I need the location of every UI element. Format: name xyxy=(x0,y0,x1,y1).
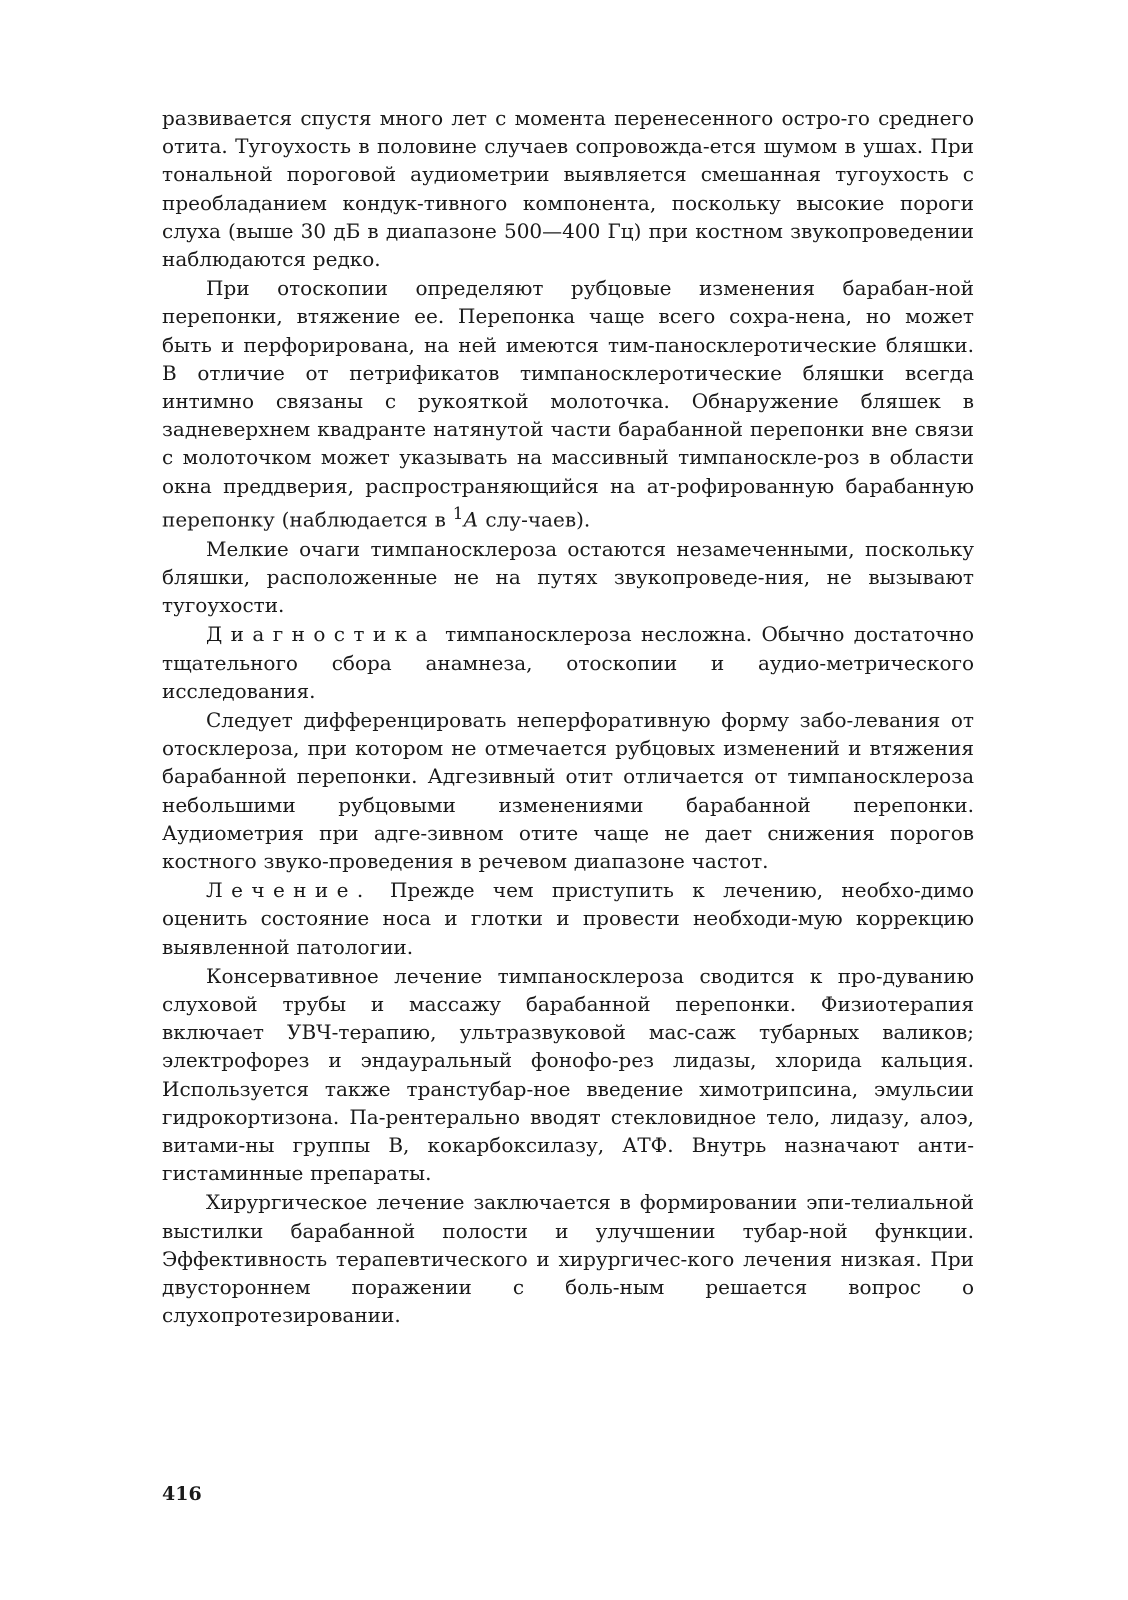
paragraph-otoscopy xyxy=(162,274,974,533)
page-text-body xyxy=(162,104,974,1329)
paragraph-treatment-text: Прежде чем приступить к лечению, необхо-димо оценить состояние носа и глотки и провести необходи-мую коррекцию выявленной патологии. xyxy=(162,878,974,959)
fraction-superscript: 1 xyxy=(452,503,464,523)
fraction-letter: А xyxy=(463,507,479,532)
paragraph-differential: Следует дифференцировать неперфоративную форму забо-левания от отосклероза, при котором не отмечается рубцовых изменений и втяжения барабанной перепонки. Адгезивный отит отличается от тимпаносклероза небольшими рубцовыми изменениями барабанной перепонки. Аудиометрия при адге-зивном отите чаще не дает снижения порогов костного звуко-проведения в речевом диапазоне частот. xyxy=(162,707,974,873)
paragraph-small-foci: Мелкие очаги тимпаносклероза остаются незамеченными, поскольку бляшки, расположенные не на путях звукопроведе-ния, не вызывают тугоухости. xyxy=(162,536,974,618)
paragraph-diagnostics xyxy=(162,620,974,705)
page-number: 416 xyxy=(162,1483,202,1505)
section-term-diagnostics: Диагностика xyxy=(206,622,436,647)
section-term-treatment: Лечение. xyxy=(206,878,372,903)
paragraph-conservative: Консервативное лечение тимпаносклероза сводится к про-дуванию слуховой трубы и массажу барабанной перепонки. Физиотерапия включает УВЧ-терапию, ультразвуковой мас-саж тубарных валиков; электрофорез и эндауральный фонофо-рез лидазы, хлорида кальция. Используется также транстубар-ное введение химотрипсина, эмульсии гидрокортизона. Па-рентерально вводят стекловидное тело, лидазу, алоэ, витами-ны группы В, кокарбоксилазу, АТФ. Внутрь назначают анти-гистаминные препараты. xyxy=(162,963,974,1186)
paragraph-surgical: Хирургическое лечение заключается в формировании эпи-телиальной выстилки барабанной полости и улучшении тубар-ной функции. Эффективность терапевтического и хирургичес-кого лечения низкая. При двустороннем поражении с боль-ным решается вопрос о слухопротезировании. xyxy=(162,1190,974,1328)
paragraph-otoscopy-tail: слу-чаев). xyxy=(478,507,591,532)
paragraph-continuation: развивается спустя много лет с момента перенесенного остро-го среднего отита. Тугоухость в половине случаев сопровожда-ется шумом в ушах. При тональной пороговой аудиометрии выявляется смешанная тугоухость с преобладанием кондук-тивного компонента, поскольку высокие пороги слуха (выше 30 дБ в диапазоне 500—400 Гц) при костном звукопроведении наблюдаются редко. xyxy=(162,106,974,272)
paragraph-diagnostics-text: тимпаносклероза несложна. Обычно достаточно тщательного сбора анамнеза, отоскопии и аудио-метрического исследования. xyxy=(162,622,974,703)
paragraph-treatment xyxy=(162,876,974,961)
paragraph-otoscopy-text: При отоскопии определяют рубцовые изменения барабан-ной перепонки, втяжение ее. Перепонка чаще всего сохра-нена, но может быть и перфорирована, на ней имеются тим-паносклеротические бляшки. В отличие от петрификатов тимпаносклеротические бляшки всегда интимно связаны с рукояткой молоточка. Обнаружение бляшек в задневерхнем квадранте натянутой части барабанной перепонки вне связи с молоточком может указывать на массивный тимпаноскле-роз в области окна преддверия, распространяющийся на ат-рофированную барабанную перепонку (наблюдается в xyxy=(162,276,974,532)
